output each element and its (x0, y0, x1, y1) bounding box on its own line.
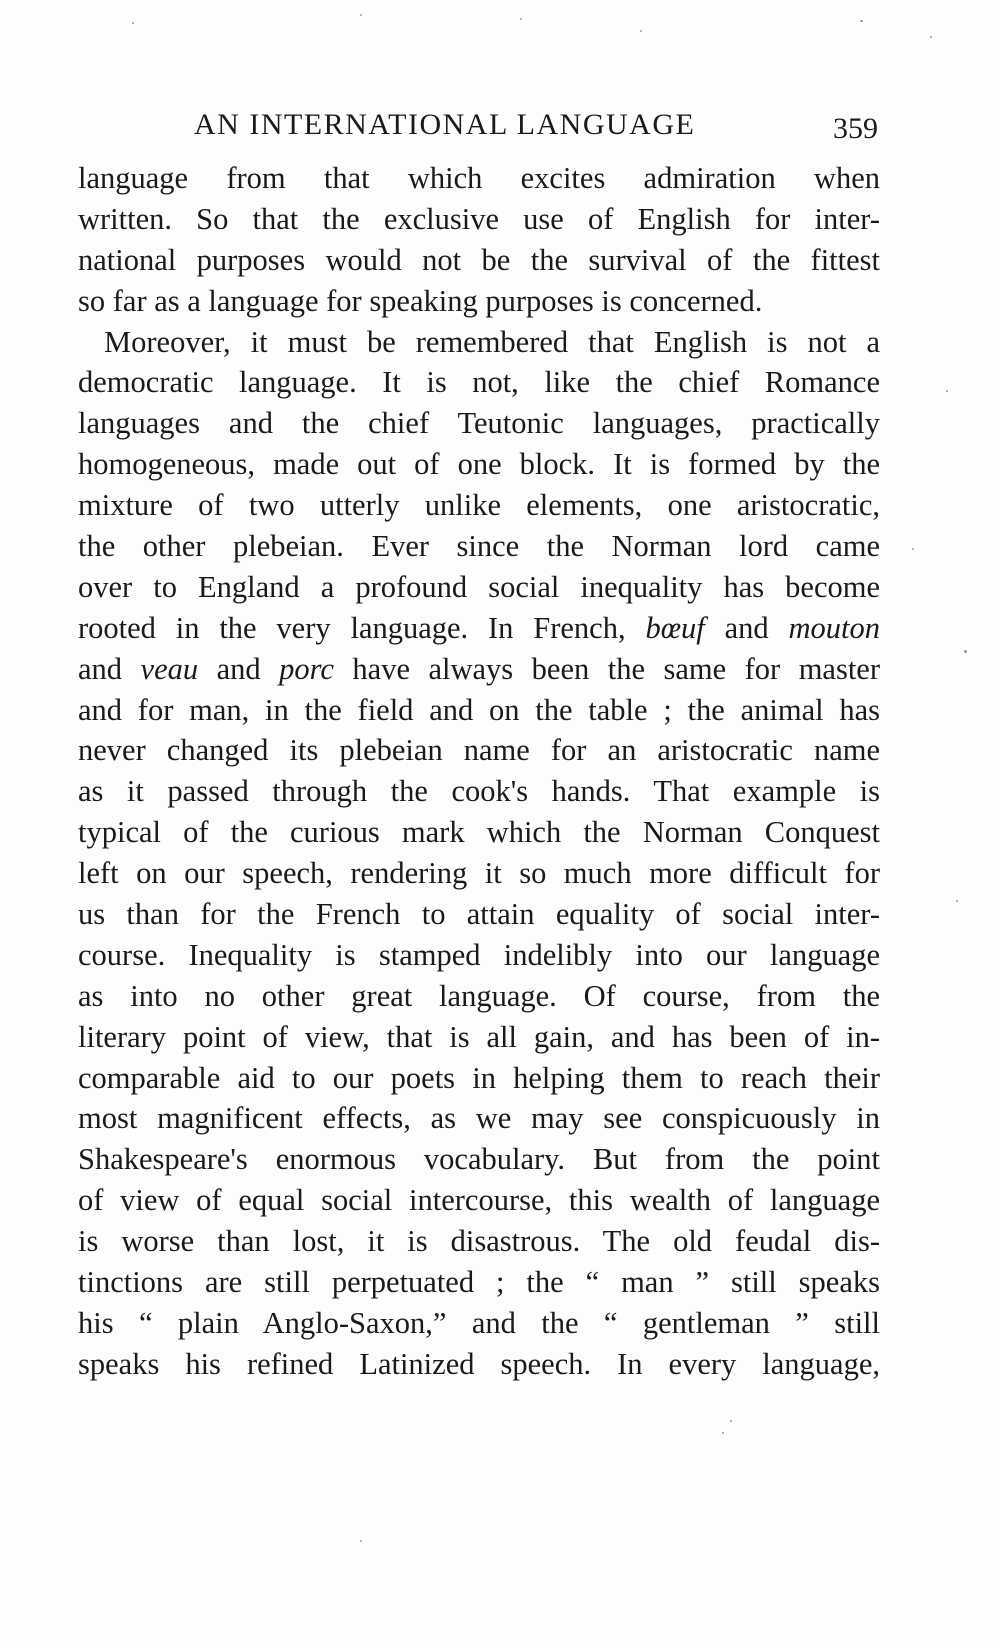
text-line: democratic language. It is not, like the chief Romance (78, 365, 880, 400)
text-line: his “ plain Anglo-Saxon,” and the “ gentleman ” still (78, 1305, 880, 1340)
text-segment: and (198, 651, 280, 686)
text-line: never changed its plebeian name for an aristocratic name (78, 733, 880, 768)
scan-speck (730, 1420, 732, 1422)
italic-word: mouton (788, 610, 880, 645)
scan-speck (132, 22, 134, 24)
scan-speck (640, 30, 642, 32)
text-segment: have always been the same for master (333, 651, 880, 686)
text-line: most magnificent effects, as we may see conspicuously in (78, 1101, 880, 1136)
scan-speck (722, 1432, 724, 1434)
scan-speck (946, 390, 948, 392)
text-line: literary point of view, that is all gain, and has been of in- (78, 1019, 880, 1054)
scan-speck (956, 900, 958, 902)
text-line: national purposes would not be the survival of the fittest (78, 242, 880, 277)
italic-word: porc (279, 651, 334, 686)
scan-speck (360, 1540, 362, 1542)
text-line: the other plebeian. Ever since the Norman lord came (78, 529, 880, 564)
scan-speck (964, 650, 967, 653)
text-line: as it passed through the cook's hands. That example is (78, 774, 880, 809)
italic-word: veau (140, 651, 199, 686)
text-segment: rooted in the very language. In French, (78, 610, 646, 645)
text-line: languages and the chief Teutonic languages, practically (78, 406, 880, 441)
text-line: speaks his refined Latinized speech. In every language, (78, 1346, 880, 1381)
text-line: typical of the curious mark which the Norman Conquest (78, 815, 880, 850)
scan-speck (912, 548, 914, 550)
scan-speck (520, 18, 522, 20)
text-line: us than for the French to attain equality of social inter- (78, 897, 880, 932)
text-line: as into no other great language. Of course, from the (78, 978, 880, 1013)
text-line: so far as a language for speaking purposes is concerned. (78, 283, 763, 318)
text-line: over to England a profound social inequality has become (78, 569, 880, 604)
scan-speck (860, 20, 863, 22)
italic-word: bœuf (645, 610, 705, 645)
running-title: AN INTERNATIONAL LANGUAGE (194, 108, 696, 141)
text-line: Moreover, it must be remembered that English is not a (104, 324, 880, 359)
text-line: course. Inequality is stamped indelibly into our language (78, 937, 880, 972)
text-line: written. So that the exclusive use of English for inter- (78, 201, 880, 236)
text-line: and for man, in the field and on the table ; the animal has (78, 692, 880, 727)
body-text (78, 158, 880, 1385)
scan-speck (360, 14, 362, 16)
text-line: homogeneous, made out of one block. It is formed by the (78, 447, 880, 482)
text-line: comparable aid to our poets in helping them to reach their (78, 1060, 880, 1095)
text-segment: and (704, 610, 789, 645)
text-line: tinctions are still perpetuated ; the “ man ” still speaks (78, 1265, 880, 1300)
scan-speck (930, 36, 932, 38)
text-line: is worse than lost, it is disastrous. The old feudal dis- (78, 1224, 880, 1259)
page-number: 359 (833, 112, 878, 145)
text-line: mixture of two utterly unlike elements, one aristocratic, (78, 488, 880, 523)
text-line (78, 649, 880, 690)
text-line: language from that which excites admiration when (78, 161, 880, 195)
text-line: Shakespeare's enormous vocabulary. But from the point (78, 1142, 880, 1177)
text-line: of view of equal social intercourse, this wealth of language (78, 1183, 880, 1218)
page-header (78, 108, 878, 148)
text-line: left on our speech, rendering it so much more difficult for (78, 856, 880, 891)
text-line (78, 608, 880, 649)
text-segment: and (78, 651, 141, 686)
